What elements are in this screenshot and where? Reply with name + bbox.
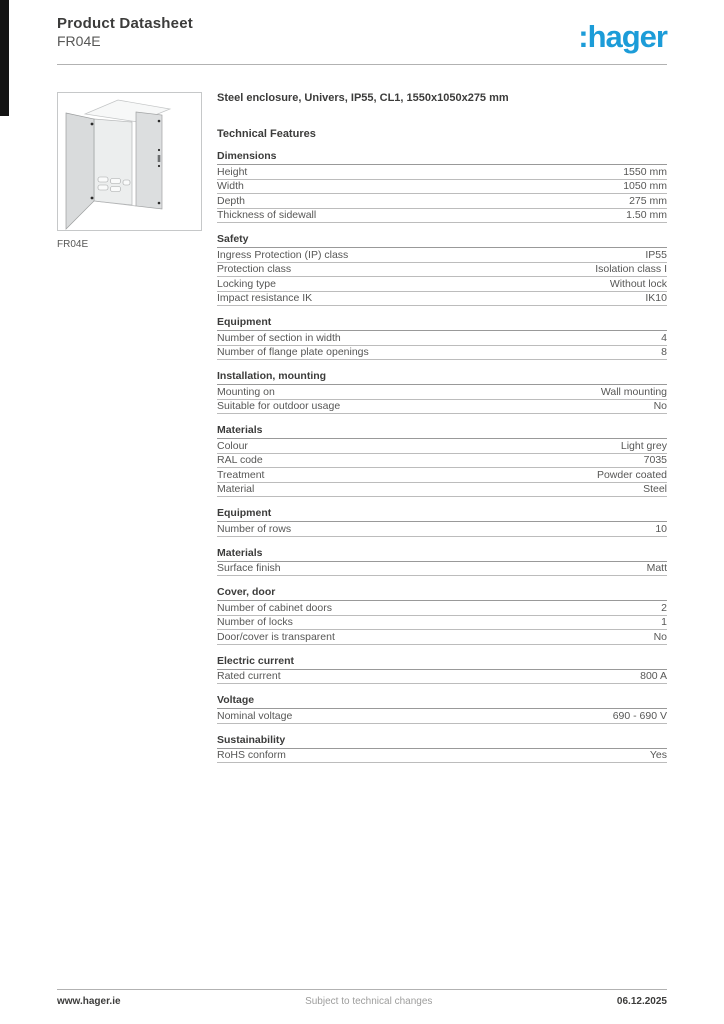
spec-rows: [217, 670, 667, 685]
spec-value: 8: [661, 346, 667, 358]
product-image-frame: [57, 92, 202, 231]
spec-row: [217, 601, 667, 616]
spec-row: [217, 616, 667, 631]
spec-section: [217, 507, 667, 537]
spec-section-title: Equipment: [217, 316, 667, 331]
spec-row: [217, 209, 667, 224]
spec-row: [217, 522, 667, 537]
spec-label: RoHS conform: [217, 749, 286, 761]
footer-note: Subject to technical changes: [305, 996, 433, 1007]
product-description: Steel enclosure, Univers, IP55, CL1, 1550x1050x275 mm: [217, 92, 509, 104]
spec-value: 1: [661, 616, 667, 628]
spec-value: 1.50 mm: [626, 209, 667, 221]
spec-row: [217, 468, 667, 483]
spec-label: Mounting on: [217, 385, 275, 398]
spec-label: Number of locks: [217, 616, 293, 628]
spec-label: Surface finish: [217, 562, 281, 574]
spec-value: 690 - 690 V: [612, 709, 667, 722]
spec-rows: [217, 709, 667, 724]
spec-section-title: Materials: [217, 424, 667, 439]
spec-section-title: Voltage: [217, 694, 667, 709]
spec-label: Width: [217, 180, 244, 192]
spec-value: Steel: [643, 483, 667, 495]
spec-section-title: Electric current: [217, 655, 667, 670]
spec-rows: [217, 562, 667, 577]
spec-label: Colour: [217, 439, 248, 452]
spec-rows: [217, 165, 667, 223]
spec-label: Locking type: [217, 277, 276, 290]
spec-rows: [217, 385, 667, 414]
spec-column: [217, 92, 667, 763]
spec-row: [217, 400, 667, 415]
spec-value: Isolation class I: [595, 263, 667, 275]
spec-row: [217, 709, 667, 724]
page-edge-mark: [0, 0, 9, 116]
spec-row: [217, 346, 667, 361]
spec-value: Powder coated: [596, 468, 667, 481]
spec-label: Height: [217, 165, 248, 178]
spec-row: [217, 454, 667, 469]
spec-label: Number of section in width: [217, 331, 341, 344]
spec-value: Wall mounting: [600, 385, 667, 398]
spec-rows: [217, 522, 667, 537]
spec-section-title: Materials: [217, 547, 667, 562]
spec-section: [217, 424, 667, 497]
spec-section-title: Installation, mounting: [217, 370, 667, 385]
spec-value: 7035: [643, 454, 667, 466]
spec-row: [217, 562, 667, 577]
spec-label: RAL code: [217, 454, 263, 466]
spec-value: IP55: [645, 248, 667, 261]
spec-value: Light grey: [620, 439, 667, 452]
spec-label: Door/cover is transparent: [217, 630, 335, 643]
hager-logo: :hager: [578, 19, 667, 54]
spec-row: [217, 194, 667, 209]
spec-value: 2: [661, 601, 667, 614]
spec-rows: [217, 749, 667, 764]
spec-value: 1050 mm: [623, 180, 667, 192]
footer-date: 06.12.2025: [616, 996, 667, 1007]
spec-value: IK10: [645, 292, 667, 304]
spec-value: Matt: [646, 562, 667, 574]
spec-label: Depth: [217, 194, 246, 207]
spec-label: Number of cabinet doors: [217, 601, 332, 614]
header-divider: [57, 64, 667, 65]
spec-row: [217, 277, 667, 292]
spec-row: [217, 439, 667, 454]
spec-value: 800 A: [640, 670, 667, 682]
spec-section: [217, 694, 667, 724]
spec-row: [217, 165, 667, 180]
page-footer: [57, 996, 667, 1008]
spec-value: 4: [661, 331, 667, 344]
spec-row: [217, 248, 667, 263]
spec-value: Yes: [649, 749, 667, 761]
spec-row: [217, 331, 667, 346]
spec-section: [217, 233, 667, 306]
spec-label: Thickness of sidewall: [217, 209, 317, 221]
spec-section-title: Sustainability: [217, 734, 667, 749]
spec-value: Without lock: [609, 277, 667, 290]
page-header: [57, 15, 667, 63]
enclosure-image: [58, 93, 201, 230]
spec-label: Treatment: [217, 468, 265, 481]
spec-section: [217, 734, 667, 764]
spec-row: [217, 292, 667, 307]
spec-row: [217, 630, 667, 645]
spec-label: Protection class: [217, 263, 292, 275]
spec-label: Nominal voltage: [217, 709, 293, 722]
spec-row: [217, 385, 667, 400]
spec-label: Impact resistance IK: [217, 292, 313, 304]
spec-section-title: Safety: [217, 233, 667, 248]
technical-features-title: Technical Features: [217, 128, 316, 140]
spec-rows: [217, 601, 667, 645]
product-code: FR04E: [57, 33, 101, 49]
spec-section: [217, 316, 667, 360]
spec-rows: [217, 331, 667, 360]
spec-section-title: Cover, door: [217, 586, 667, 601]
spec-value: 1550 mm: [623, 165, 667, 178]
spec-row: [217, 180, 667, 195]
website-link[interactable]: www.hager.ie: [57, 996, 121, 1007]
spec-section: [217, 370, 667, 414]
spec-section-title: Dimensions: [217, 150, 667, 165]
spec-row: [217, 670, 667, 685]
spec-row: [217, 749, 667, 764]
spec-label: Number of rows: [217, 522, 292, 535]
spec-section: [217, 547, 667, 577]
spec-label: Ingress Protection (IP) class: [217, 248, 349, 261]
spec-rows: [217, 248, 667, 306]
product-image-caption: FR04E: [57, 239, 89, 250]
spec-section-title: Equipment: [217, 507, 667, 522]
spec-section: [217, 586, 667, 645]
footer-divider: [57, 989, 667, 990]
page-title: Product Datasheet: [57, 15, 193, 32]
spec-label: Number of flange plate openings: [217, 346, 369, 358]
spec-value: 10: [655, 522, 667, 535]
spec-value: No: [653, 630, 667, 643]
spec-row: [217, 483, 667, 498]
spec-section: [217, 150, 667, 223]
spec-row: [217, 263, 667, 278]
spec-label: Suitable for outdoor usage: [217, 400, 341, 412]
spec-section: [217, 655, 667, 685]
spec-rows: [217, 439, 667, 497]
spec-label: Rated current: [217, 670, 281, 682]
product-figure: [57, 92, 202, 250]
spec-label: Material: [217, 483, 255, 495]
spec-value: No: [653, 400, 667, 412]
spec-sections: [217, 150, 667, 763]
spec-value: 275 mm: [629, 194, 667, 207]
